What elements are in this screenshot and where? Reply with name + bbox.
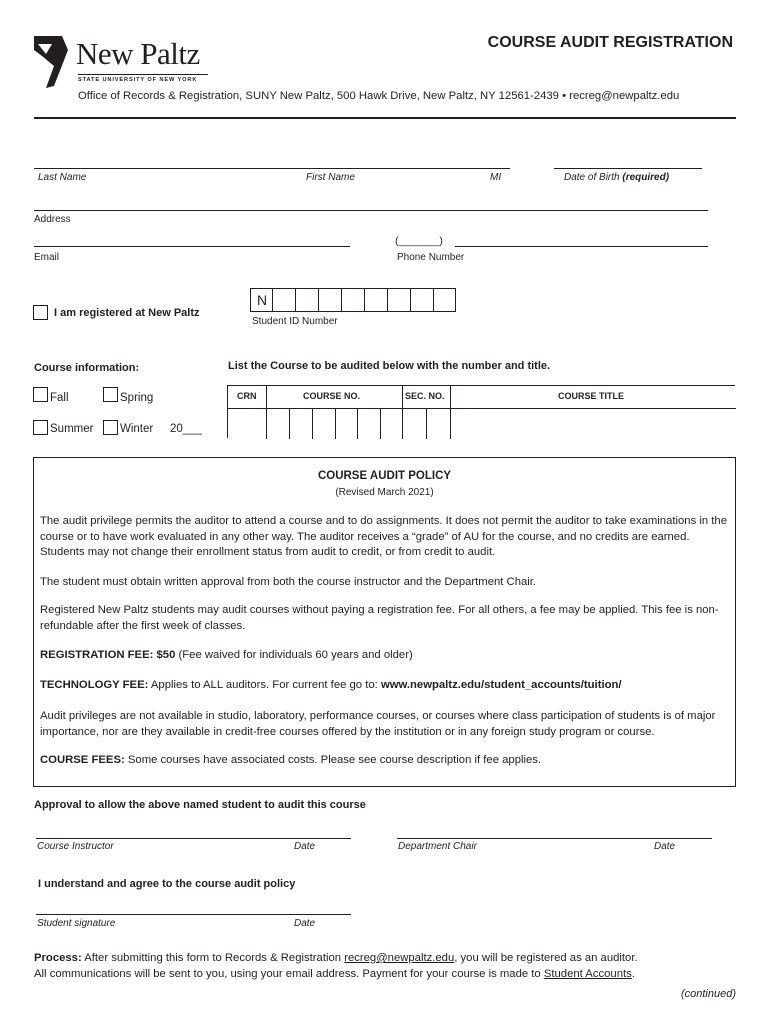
fall-label: Fall	[50, 392, 69, 404]
logo-name: New Paltz	[76, 36, 200, 71]
policy-title: COURSE AUDIT POLICY	[317, 470, 452, 482]
chair-sign-line[interactable]	[397, 838, 712, 839]
dob-required: (required)	[622, 172, 670, 183]
registered-checkbox[interactable]	[33, 305, 48, 320]
instructor-sign-line[interactable]	[36, 838, 351, 839]
col-crn: CRN	[237, 391, 257, 401]
course-info-label: Course information:	[34, 362, 140, 374]
dob-label	[564, 172, 669, 183]
student-sign-line[interactable]	[36, 914, 351, 915]
logo-subtitle: STATE UNIVERSITY OF NEW YORK	[78, 77, 198, 83]
student-id-box[interactable]	[250, 288, 456, 312]
address-line[interactable]	[34, 210, 708, 211]
process-text-2: , you will be registered as an auditor.	[454, 952, 638, 964]
dob-line[interactable]	[554, 168, 702, 169]
spring-checkbox[interactable]	[103, 387, 118, 402]
spring-label: Spring	[120, 392, 154, 404]
policy-paragraph-3: Registered New Paltz students may audit courses without paying a registration fee. For all others, a fee may be applied. This fee is non-refundable after the first week of classes.	[40, 604, 719, 632]
process-text-3: All communications will be sent to you, using your email address. Payment for your course is made to	[34, 968, 544, 980]
dob-text: Date of Birth	[564, 172, 620, 183]
agree-heading: I understand and agree to the course audit policy	[38, 878, 296, 890]
form-title: COURSE AUDIT REGISTRATION	[487, 34, 733, 51]
chair-label: Department Chair	[398, 841, 477, 852]
phone-area-code[interactable]: (_______)	[395, 235, 443, 247]
id-prefix: N	[257, 292, 268, 308]
summer-checkbox[interactable]	[33, 420, 48, 435]
tech-fee-text: Applies to ALL auditors. For current fee go to:	[148, 679, 381, 691]
phone-line[interactable]	[455, 246, 708, 247]
approval-heading: Approval to allow the above named student to audit this course	[34, 799, 366, 811]
reg-fee-text: (Fee waived for individuals 60 years and older)	[175, 649, 413, 661]
name-line[interactable]	[34, 168, 510, 169]
process-line-1	[34, 952, 638, 964]
header-rule	[34, 117, 736, 119]
col-course-title: COURSE TITLE	[558, 391, 625, 401]
year-field[interactable]: 20___	[170, 423, 202, 435]
course-table	[227, 385, 735, 438]
fall-checkbox[interactable]	[33, 387, 48, 402]
policy-paragraph-1: The audit privilege permits the auditor to attend a course and to do assignments. It does not permit the auditor to take examinations in the course or to have work evaluated in any other way. The auditor receives a “grade” of AU for the course, and no credits are earned. Students may not change their enrollment status from audit to credit, or from credit to audit.	[40, 515, 727, 558]
process-label: Process:	[34, 952, 82, 964]
last-name-label: Last Name	[38, 172, 87, 183]
student-date-label: Date	[294, 918, 316, 929]
continued-label: (continued)	[680, 988, 736, 1000]
mi-label: MI	[490, 172, 502, 183]
tech-fee-link[interactable]: www.newpaltz.edu/student_accounts/tuition/	[380, 679, 622, 691]
registered-label: I am registered at New Paltz	[54, 307, 200, 319]
logo-rule	[78, 74, 208, 75]
email-line[interactable]	[34, 246, 350, 247]
policy-revised: (Revised March 2021)	[335, 487, 434, 498]
process-text-1: After submitting this form to Records & Registration	[81, 952, 345, 964]
phone-label: Phone Number	[397, 252, 465, 263]
logo-mark-icon	[34, 36, 70, 88]
student-accounts-link[interactable]: Student Accounts	[543, 968, 632, 980]
col-sec-no: SEC. NO.	[405, 391, 445, 401]
tech-fee-label: TECHNOLOGY FEE:	[40, 679, 149, 691]
table-row[interactable]	[228, 408, 736, 439]
process-line-2	[34, 968, 635, 980]
recreg-email-link[interactable]: recreg@newpaltz.edu	[344, 952, 455, 964]
instructor-date-label: Date	[294, 841, 316, 852]
course-list-label: List the Course to be audited below with the number and title.	[228, 360, 551, 372]
course-fees	[40, 753, 730, 769]
first-name-label: First Name	[306, 172, 355, 183]
summer-label: Summer	[50, 423, 94, 435]
course-fees-text: Some courses have associated costs. Please see course description if fee applies.	[124, 754, 542, 766]
winter-checkbox[interactable]	[103, 420, 118, 435]
registration-fee	[40, 648, 730, 664]
instructor-label: Course Instructor	[37, 841, 114, 852]
policy-paragraph-2: The student must obtain written approval from both the course instructor and the Department Chair.	[40, 576, 537, 588]
reg-fee-label: REGISTRATION FEE: $50	[40, 649, 176, 661]
student-id-label: Student ID Number	[252, 316, 338, 327]
office-line: Office of Records & Registration, SUNY New Paltz, 500 Hawk Drive, New Paltz, NY 12561-2439 • recreg@newpaltz.edu	[78, 90, 680, 102]
winter-label: Winter	[120, 423, 154, 435]
process-text-4: .	[631, 968, 635, 980]
address-label: Address	[34, 214, 71, 225]
policy-paragraph-4: Audit privileges are not available in studio, laboratory, performance courses, or courses where class participation of students is of major importance, nor are they available in credit-free courses offered by the institution or in any foreign study program or course.	[40, 710, 716, 738]
email-label: Email	[34, 252, 60, 263]
chair-date-label: Date	[654, 841, 676, 852]
technology-fee	[40, 678, 730, 694]
col-course-no: COURSE NO.	[303, 391, 361, 401]
student-signature-label: Student signature	[37, 918, 116, 929]
course-fees-label: COURSE FEES:	[40, 754, 125, 766]
